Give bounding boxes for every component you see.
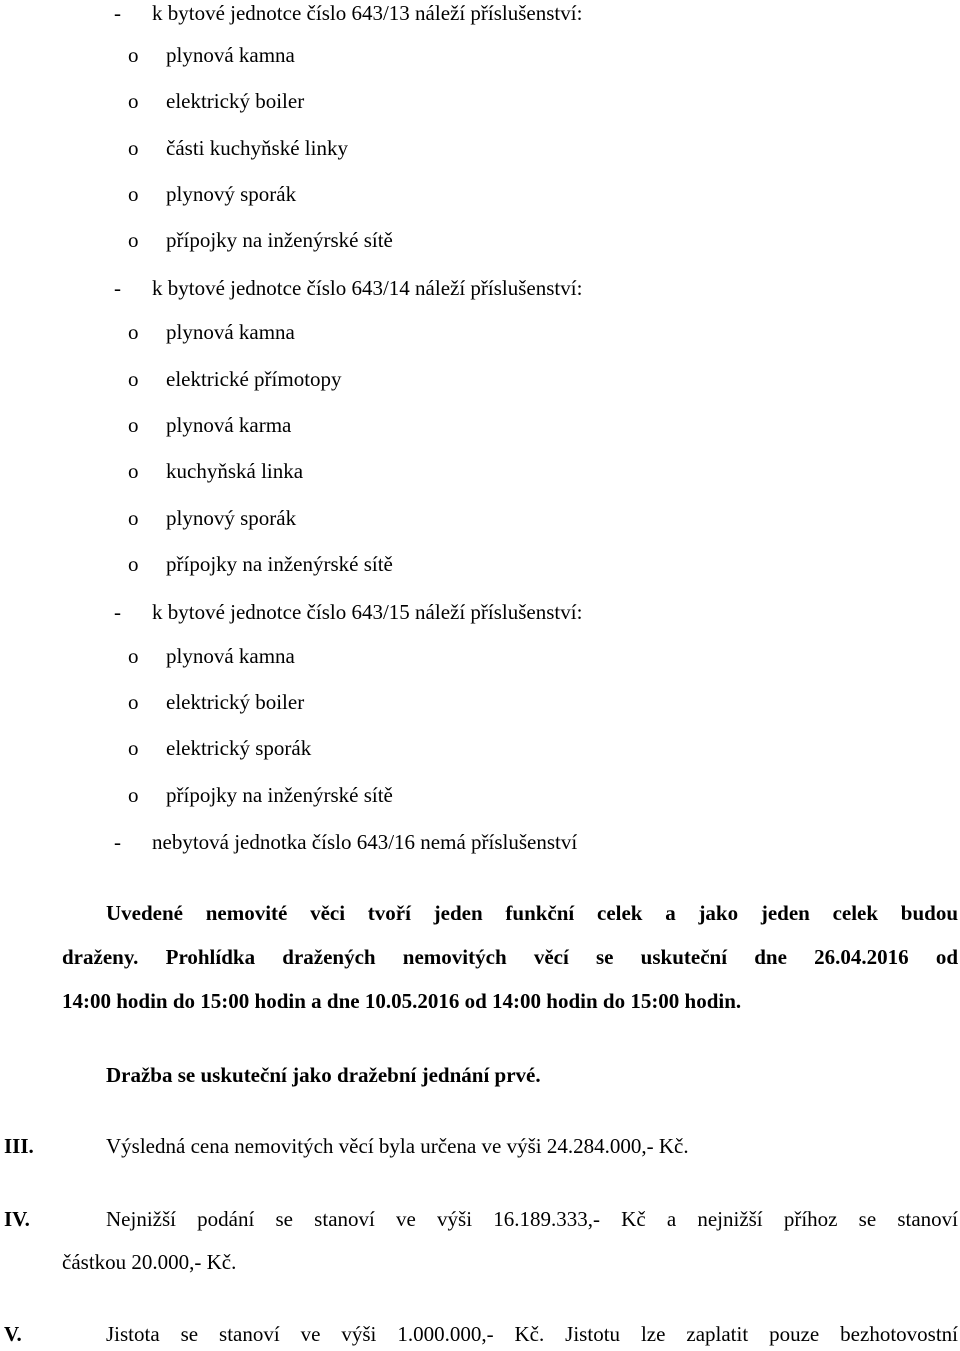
circle-bullet: o (128, 552, 139, 576)
dash-bullet: - (114, 830, 121, 854)
list-item-text: plynová karma (166, 413, 292, 437)
list-item-text: kuchyňská linka (166, 459, 304, 483)
dash-bullet: - (114, 276, 121, 300)
circle-bullet: o (128, 367, 139, 391)
dash-bullet: - (114, 600, 121, 624)
list-item-text: plynový sporák (166, 506, 297, 530)
section-numeral-iii: III. (4, 1134, 34, 1158)
circle-bullet: o (128, 644, 139, 668)
section-text-v: Jistota se stanoví ve výši 1.000.000,- Kč. Jistotu lze zaplatit pouze bezhotovostní (106, 1322, 958, 1346)
list-item-text: plynová kamna (166, 43, 295, 67)
list-item-text: přípojky na inženýrské sítě (166, 228, 393, 252)
bold-paragraph-line-3: 14:00 hodin do 15:00 hodin a dne 10.05.2016 od 14:00 hodin do 15:00 hodin. (62, 989, 742, 1013)
circle-bullet: o (128, 228, 139, 252)
circle-bullet: o (128, 413, 139, 437)
list-item-text: plynový sporák (166, 182, 297, 206)
circle-bullet: o (128, 783, 139, 807)
section-text-iv: Nejnižší podání se stanoví ve výši 16.189.333,- Kč a nejnižší příhoz se stanoví (106, 1207, 958, 1231)
section-numeral-v: V. (4, 1322, 22, 1346)
circle-bullet: o (128, 736, 139, 760)
list-heading-text: k bytové jednotce číslo 643/15 náleží příslušenství: (152, 600, 583, 624)
circle-bullet: o (128, 320, 139, 344)
list-item-text: elektrický boiler (166, 89, 305, 113)
list-item-text: plynová kamna (166, 644, 295, 668)
list-item-text: části kuchyňské linky (166, 136, 348, 160)
circle-bullet: o (128, 459, 139, 483)
list-item-text: elektrický boiler (166, 690, 305, 714)
list-heading-text: nebytová jednotka číslo 643/16 nemá příslušenství (152, 830, 578, 854)
list-heading-text: k bytové jednotce číslo 643/14 náleží příslušenství: (152, 276, 583, 300)
list-heading-text: k bytové jednotce číslo 643/13 náleží příslušenství: (152, 1, 583, 25)
circle-bullet: o (128, 43, 139, 67)
circle-bullet: o (128, 89, 139, 113)
dash-bullet: - (114, 1, 121, 25)
circle-bullet: o (128, 182, 139, 206)
list-item-text: plynová kamna (166, 320, 295, 344)
circle-bullet: o (128, 136, 139, 160)
list-item-text: přípojky na inženýrské sítě (166, 552, 393, 576)
circle-bullet: o (128, 506, 139, 530)
circle-bullet: o (128, 690, 139, 714)
list-item-text: přípojky na inženýrské sítě (166, 783, 393, 807)
bold-paragraph-line-2: draženy. Prohlídka dražených nemovitých věcí se uskuteční dne 26.04.2016 od (62, 945, 958, 969)
list-item-text: elektrický sporák (166, 736, 312, 760)
auction-note: Dražba se uskuteční jako dražební jednání prvé. (106, 1063, 541, 1087)
section-text-iv-continuation: částkou 20.000,- Kč. (62, 1250, 237, 1274)
section-text-iii: Výsledná cena nemovitých věcí byla určena ve výši 24.284.000,- Kč. (106, 1134, 689, 1158)
bold-paragraph-line-1: Uvedené nemovité věci tvoří jeden funkční celek a jako jeden celek budou (106, 901, 958, 925)
list-item-text: elektrické přímotopy (166, 367, 342, 391)
section-numeral-iv: IV. (4, 1207, 30, 1231)
